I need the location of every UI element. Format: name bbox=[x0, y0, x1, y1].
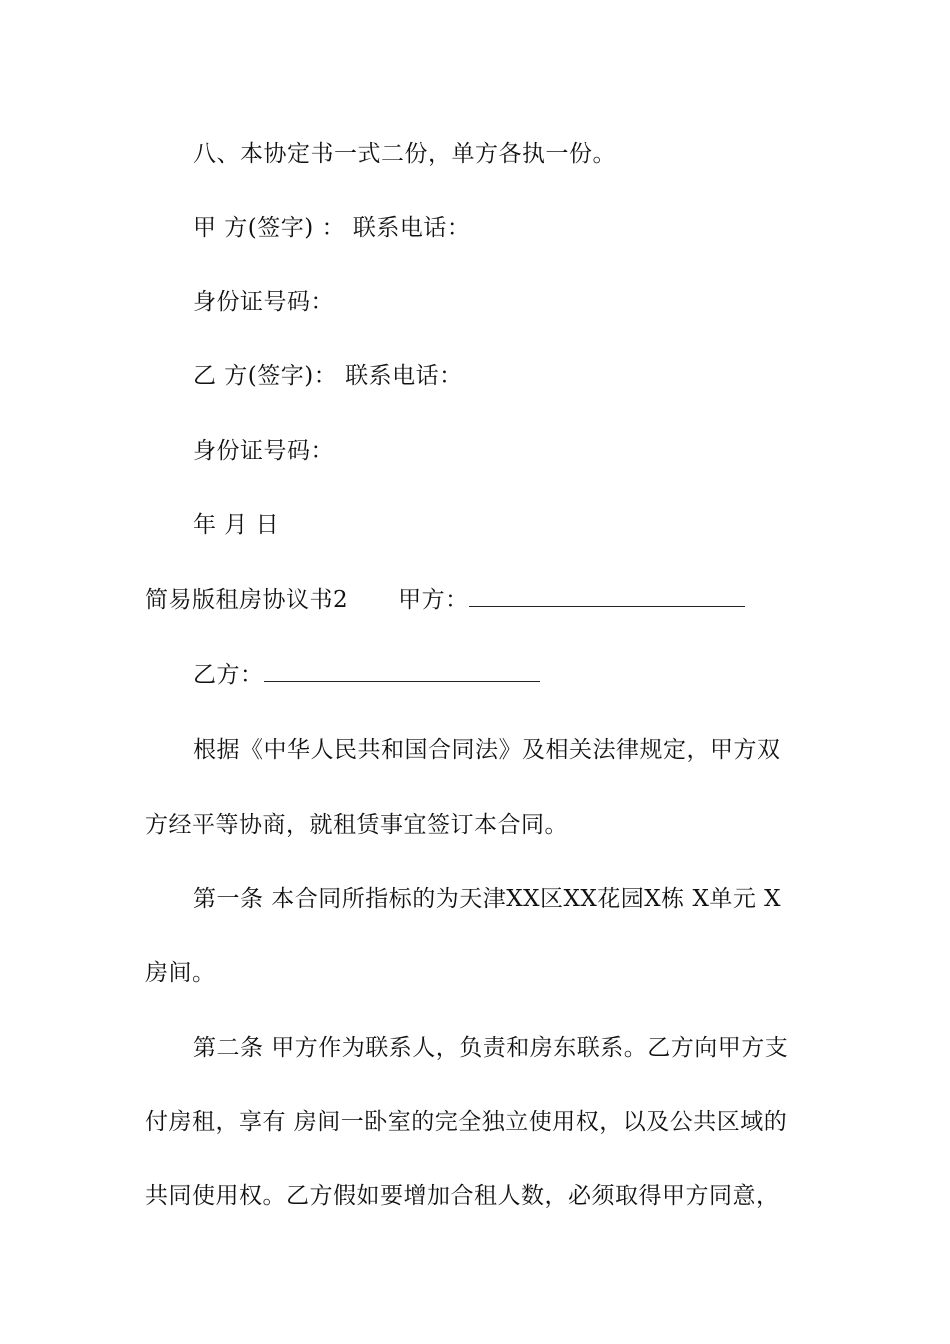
article-one-line: 第一条 本合同所指标的为天津XX区XX花园X栋 X单元 X bbox=[193, 886, 782, 912]
party-a-label: 甲方： bbox=[398, 587, 469, 613]
section-heading-row bbox=[145, 585, 745, 615]
party-a-id-line: 身份证号码： bbox=[193, 289, 334, 315]
paragraph-line: 共同使用权。乙方假如要增加合租人数，必须取得甲方同意， bbox=[145, 1183, 780, 1209]
paragraph-line: 房间。 bbox=[145, 960, 216, 986]
paragraph-line: 方经平等协商，就租赁事宜签订本合同。 bbox=[145, 812, 568, 838]
article-two-line: 第二条 甲方作为联系人，负责和房东联系。乙方向甲方支 bbox=[193, 1035, 789, 1061]
party-b-signature-line: 乙 方(签字)： 联系电话： bbox=[193, 363, 463, 389]
party-b-label: 乙方： bbox=[193, 662, 264, 688]
party-a-signature-line: 甲 方(签字) ： 联系电话： bbox=[193, 215, 471, 241]
date-line: 年 月 日 bbox=[193, 512, 280, 538]
section-title: 简易版租房协议书2 bbox=[145, 587, 349, 613]
party-b-row bbox=[193, 660, 540, 690]
party-b-blank bbox=[264, 663, 540, 682]
paragraph-line: 根据《中华人民共和国合同法》及相关法律规定，甲方双 bbox=[193, 737, 781, 763]
paragraph-line: 付房租，享有 房间一卧室的完全独立使用权，以及公共区域的 bbox=[145, 1109, 788, 1135]
party-b-id-line: 身份证号码： bbox=[193, 438, 334, 464]
party-a-blank bbox=[469, 588, 745, 607]
clause-eight: 八、本协定书一式二份，单方各执一份。 bbox=[193, 141, 616, 167]
